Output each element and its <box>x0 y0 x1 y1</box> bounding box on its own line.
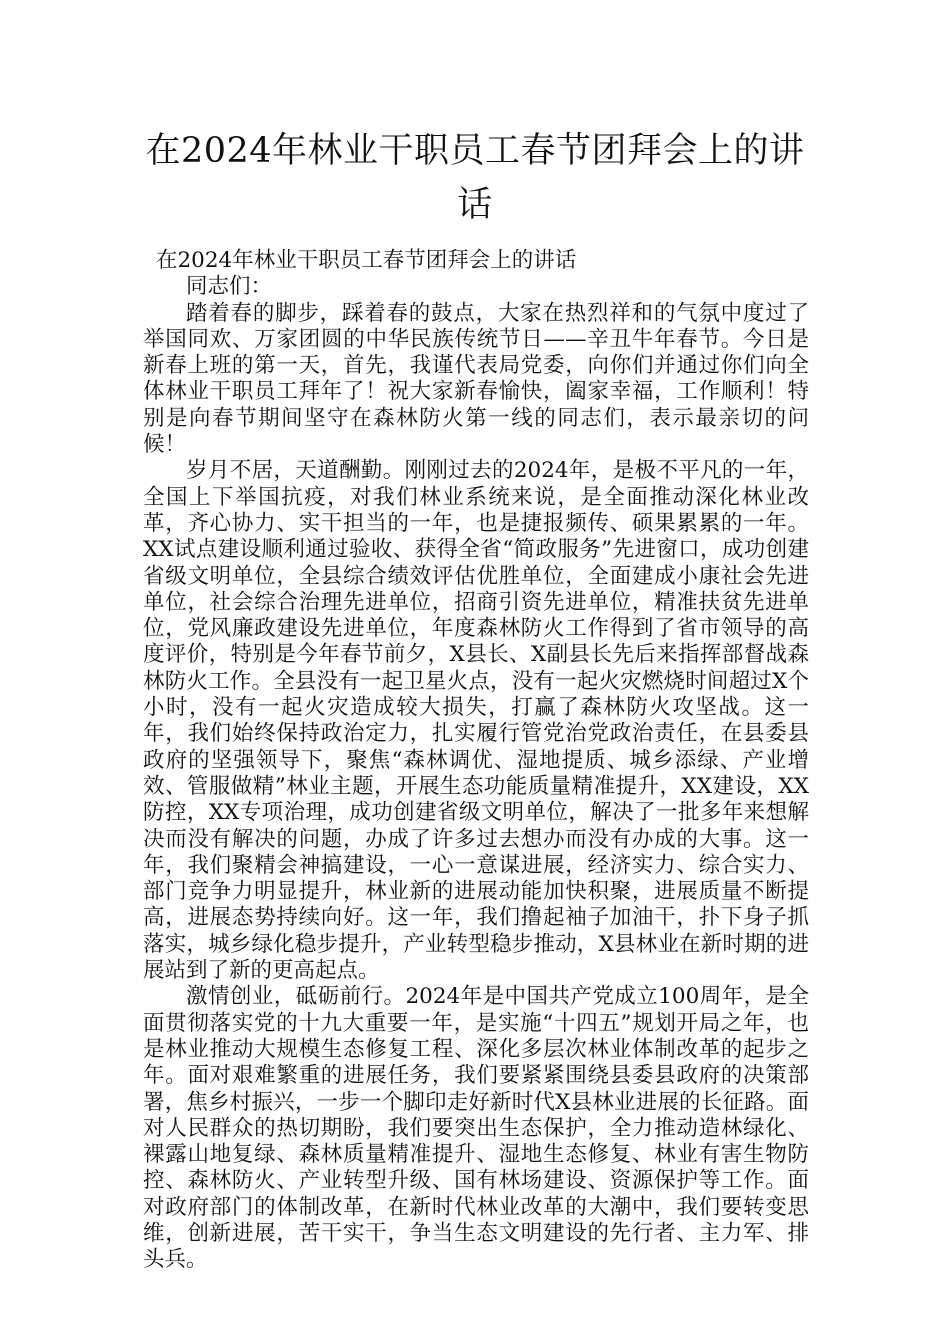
paragraph-2: 岁月不居，天道酬勤。刚刚过去的2024年，是极不平凡的一年，全国上下举国抗疫，对我们林业系统来说，是全面推动深化林业改革，齐心协力、实干担当的一年，也是捷报频传、硕果累累的一年。XX试点建设顺利通过验收、获得全省“简政服务”先进窗口，成功创建省级文明单位，全县综合绩效评估优胜单位，全面建成小康社会先进单位，社会综合治理先进单位，招商引资先进单位，精准扶贫先进单位，党风廉政建设先进单位，年度森林防火工作得到了省市领导的高度评价，特别是今年春节前夕，X县长、X副县长先后来指挥部督战森林防火工作。全县没有一起卫星火点，没有一起火灾燃烧时间超过X个小时，没有一起火灾造成较大损失，打赢了森林防火攻坚战。这一年，我们始终保持政治定力，扎实履行管党治党政治责任，在县委县政府的坚强领导下，聚焦“森林调优、湿地提质、城乡添绿、产业增效、管服做精”林业主题，开展生态功能质量精准提升，XX建设，XX防控，XX专项治理，成功创建省级文明单位，解决了一批多年来想解决而没有解决的问题，办成了许多过去想办而没有办成的大事。这一年，我们聚精会神搞建设，一心一意谋进展，经济实力、综合实力、部门竞争力明显提升，林业新的进展动能加快积聚，进展质量不断提高，进展态势持续向好。这一年，我们撸起袖子加油干，扑下身子抓落实，城乡绿化稳步提升，产业转型稳步推动，X县林业在新时期的进展站到了新的更高起点。 <box>143 458 809 984</box>
document-subtitle: 在2024年林业干职员工春节团拜会上的讲话 <box>156 248 577 273</box>
document-body <box>143 248 809 1274</box>
salutation: 同志们： <box>186 274 273 300</box>
paragraph-1: 踏着春的脚步，踩着春的鼓点，大家在热烈祥和的气氛中度过了举国同欢、万家团圆的中华民族传统节日——辛丑牛年春节。今日是新春上班的第一天，首先，我谨代表局党委，向你们并通过你们向全体林业干职员工拜年了！祝大家新春愉快，阖家幸福，工作顺利！特别是向春节期间坚守在森林防火第一线的同志们，表示最亲切的问候！ <box>143 300 809 458</box>
paragraph-3: 激情创业，砥砺前行。2024年是中国共产党成立100周年，是全面贯彻落实党的十九大重要一年，是实施“十四五”规划开局之年，也是林业推动大规模生态修复工程、深化多层次林业体制改革的起步之年。面对艰难繁重的进展任务，我们要紧紧围绕县委县政府的决策部署，焦乡村振兴，一步一个脚印走好新时代X县林业进展的长征路。面对人民群众的热切期盼，我们要突出生态保护，全力推动造林绿化、裸露山地复绿、森林质量精准提升、湿地生态修复、林业有害生物防控、森林防火、产业转型升级、国有林场建设、资源保护等工作。面对政府部门的体制改革，在新时代林业改革的大潮中，我们要转变思维，创新进展，苦干实干，争当生态文明建设的先行者、主力军、排头兵。 <box>143 984 809 1273</box>
document-title: 在2024年林业干职员工春节团拜会上的讲话 <box>145 131 805 225</box>
